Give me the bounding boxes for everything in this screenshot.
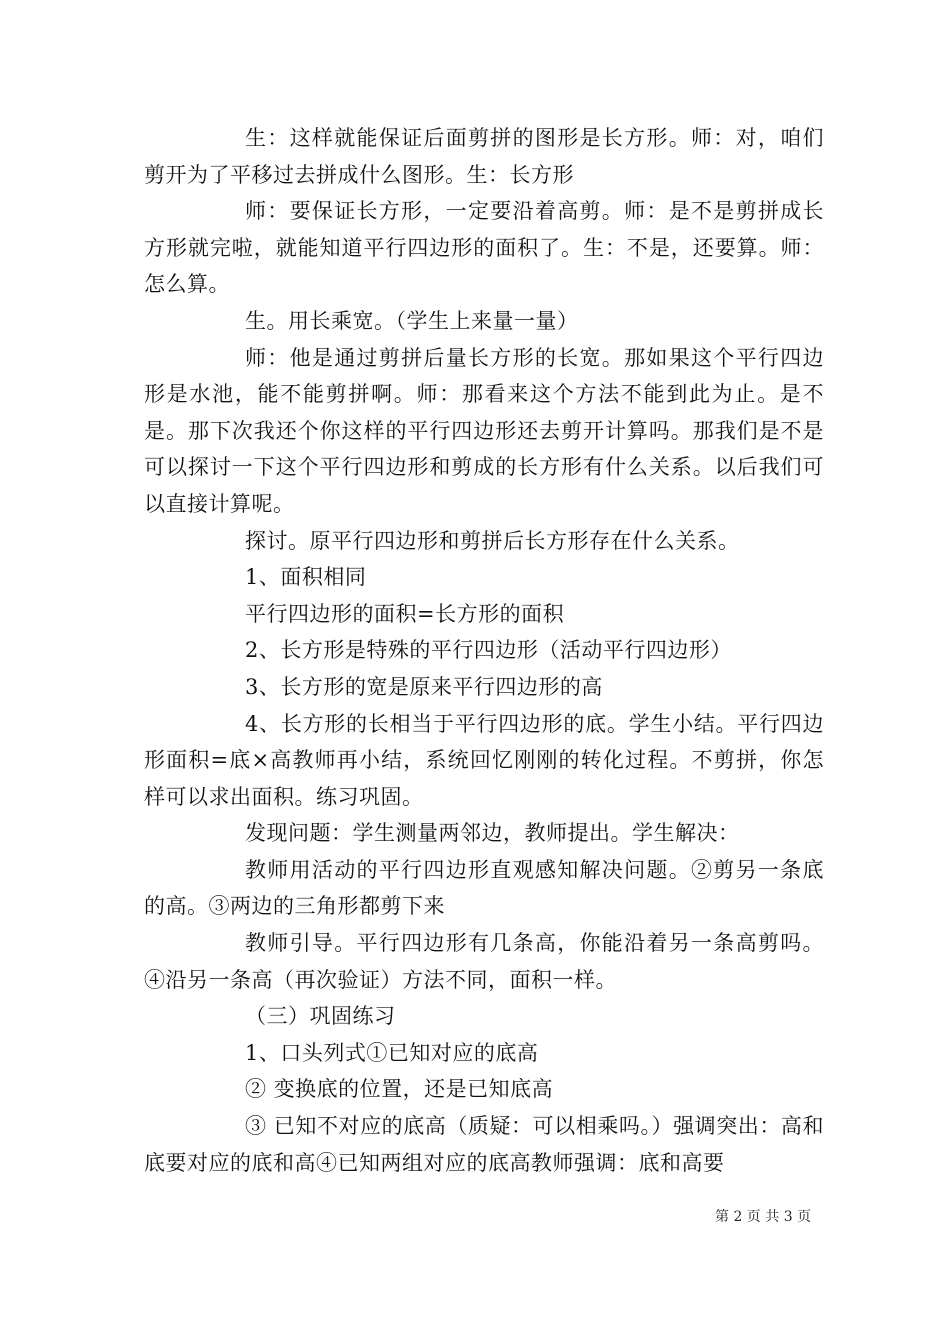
- paragraph: 师：要保证长方形，一定要沿着高剪。师：是不是剪拼成长方形就完啦，就能知道平行四边形的面积了。生：不是，还要算。师：怎么算。: [144, 199, 824, 297]
- list-item: 3、长方形的宽是原来平行四边形的高: [245, 674, 603, 699]
- list-item: ② 变换底的位置，还是已知底高: [245, 1077, 554, 1102]
- paragraph: 生。用长乘宽。（学生上来量一量）: [245, 308, 579, 333]
- list-item: 2、长方形是特殊的平行四边形（活动平行四边形）: [245, 638, 732, 663]
- paragraph: 生：这样就能保证后面剪拼的图形是长方形。师：对，咱们剪开为了平移过去拼成什么图形。生：长方形: [144, 126, 824, 187]
- document-body: [144, 120, 824, 1181]
- paragraph: 发现问题：学生测量两邻边，教师提出。学生解决：: [245, 821, 740, 846]
- paragraph: 探讨。原平行四边形和剪拼后长方形存在什么关系。: [245, 528, 740, 553]
- formula-line: 平行四边形的面积=长方形的面积: [245, 601, 565, 626]
- paragraph: 师：他是通过剪拼后量长方形的长宽。那如果这个平行四边形是水池，能不能剪拼啊。师：那看来这个方法不能到此为止。是不是。那下次我还个你这样的平行四边形还去剪开计算吗。那我们是不是可以探讨一下这个平行四边形和剪成的长方形有什么关系。以后我们可以直接计算呢。: [144, 345, 824, 516]
- page-number-footer: 第 2 页 共 3 页: [715, 1209, 812, 1225]
- section-heading: （三）巩固练习: [245, 1004, 396, 1029]
- list-item: 1、口头列式①已知对应的底高: [245, 1040, 539, 1065]
- paragraph: 教师引导。平行四边形有几条高，你能沿着另一条高剪吗。④沿另一条高（再次验证）方法不同，面积一样。: [144, 931, 824, 992]
- list-item: ③ 已知不对应的底高（质疑：可以相乘吗。）强调突出：高和底要对应的底和高④已知两组对应的底高教师强调：底和高要: [144, 1114, 824, 1175]
- list-item: 1、面积相同: [245, 565, 367, 590]
- list-item: 4、长方形的长相当于平行四边形的底。学生小结。平行四边形面积=底×高教师再小结，系统回忆刚刚的转化过程。不剪拼，你怎样可以求出面积。练习巩固。: [144, 711, 824, 809]
- paragraph: 教师用活动的平行四边形直观感知解决问题。②剪另一条底的高。③两边的三角形都剪下来: [144, 857, 824, 919]
